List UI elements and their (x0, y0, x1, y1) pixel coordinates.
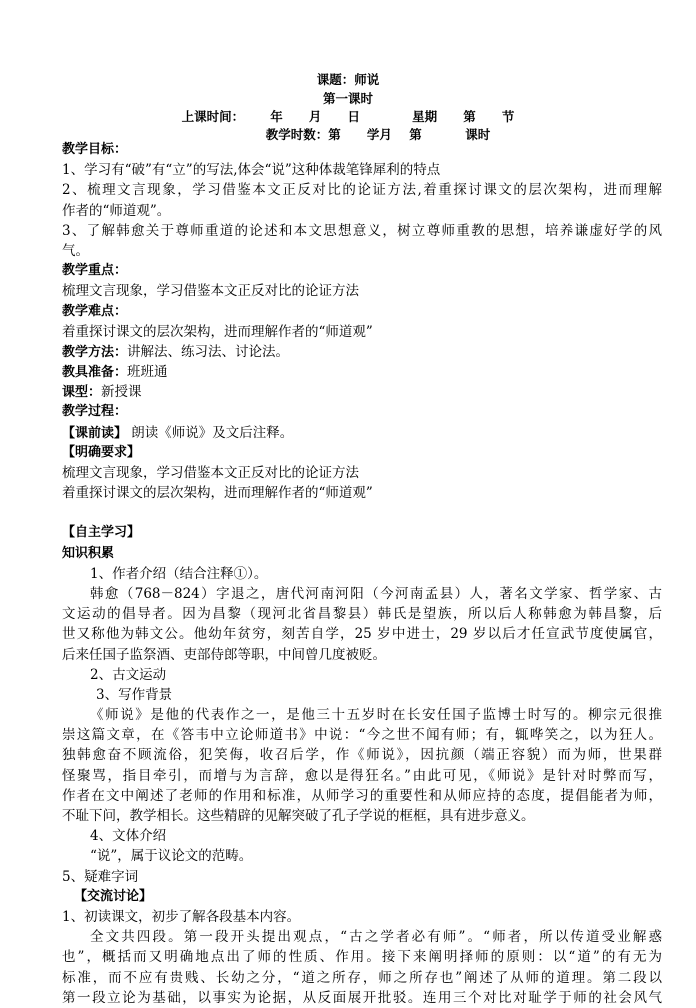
words-title: 5、疑难字词 (62, 868, 139, 885)
requirements-heading: 【明确要求】 (62, 444, 141, 460)
document-body (62, 140, 662, 1008)
method-label: 教学方法： (62, 344, 128, 360)
teach-time-line: 教学时数：第 学月 第 课时 (265, 127, 491, 142)
key-point-text: 梳理文言现象，学习借鉴本文正反对比的论证方法 (62, 283, 359, 300)
difficulty-heading: 教学难点： (62, 303, 128, 319)
requirement-1: 梳理文言现象，学习借鉴本文正反对比的论证方法 (62, 465, 359, 481)
author-title: 1、作者介绍（结合注释①）。 (90, 565, 268, 582)
difficulty-text: 着重探讨课文的层次架构，进而理解作者的“师道观” (62, 323, 373, 340)
background-line-1: 《师说》是他的代表作之一，是他三十五岁时在长安任国子监博士时写的。柳宗元很推 (90, 707, 662, 724)
tools-label: 教具准备： (62, 365, 128, 381)
discussion-line-3: 标准，而不应有贵贱、长幼之分，“道之所存，师之所存也”阐述了从师的道理。第二段以 (62, 969, 662, 986)
genre-title: 4、文体介绍 (90, 828, 167, 845)
tools-text: 班班通 (127, 364, 168, 381)
lesson-type-label: 课型： (62, 385, 102, 401)
goals-heading: 教学目标： (62, 142, 128, 157)
discussion-line-4: 第一段立论为基础，以事实为论据，从反面展开批驳。连用三个对比对耻学于师的社会风气 (62, 989, 662, 1006)
movement-title: 2、古文运动 (90, 666, 167, 683)
preread-line (62, 423, 662, 443)
key-point-heading: 教学重点： (62, 263, 128, 279)
tools-line (62, 362, 662, 382)
author-para-line-3: 世又称他为韩文公。他幼年贫穷，刻苦自学，25 岁中进士，29 岁以后才任宣武节度使属官， (62, 626, 662, 643)
goal-2-line-1: 2、梳理文言现象，学习借鉴本文正反对比的论证方法,着重探讨课文的层次架构，进而理解 (62, 182, 662, 199)
method-text: 讲解法、练习法、讨论法。 (127, 343, 290, 360)
author-para-line-1: 韩愈（768－824）字退之，唐代河南河阳（今河南孟县）人，著名文学家、哲学家、古 (90, 585, 662, 602)
background-line-5: 作者在文中阐述了老师的作用和标准，从师学习的重要性和从师应持的态度，提倡能者为师， (62, 787, 662, 804)
author-para-line-2: 文运动的倡导者。因为昌黎（现河北省昌黎县）韩氏是望族，所以后人称韩愈为韩昌黎，后 (62, 606, 662, 623)
lesson-title: 课题：师说 (316, 72, 380, 87)
author-para-line-4: 后来任国子监祭酒、吏部侍郎等职，中间曾几度被贬。 (62, 646, 386, 663)
knowledge-heading: 知识积累 (62, 545, 115, 561)
discussion-q1: 1、初读课文，初步了解各段基本内容。 (62, 908, 301, 925)
self-study-heading: 【自主学习】 (62, 525, 141, 541)
background-line-4: 怪聚骂，指目牵引，而增与为言辞，愈以是得狂名。”由此可见，《师说》是针对时弊而写， (62, 767, 662, 784)
background-line-6: 不耻下问，教学相长。这些精辟的见解突破了孔子学说的框框，具有进步意义。 (62, 808, 535, 824)
discussion-line-1: 全文共四段。第一段开头提出观点，“古之学者必有师”。“师者，所以传道受业解惑 (90, 929, 662, 946)
background-line-2: 崇这篇文章，在《答韦中立论师道书》中说：“今之世不闻有师；有，辄哗笑之，以为狂人。 (62, 727, 662, 744)
lesson-period: 第一课时 (322, 91, 373, 106)
method-line (62, 342, 662, 362)
spacer (62, 503, 662, 523)
goal-3-line-1: 3、了解韩愈关于尊师重道的论述和本文思想意义，树立尊师重教的思想，培养谦虚好学的风 (62, 222, 662, 239)
process-heading: 教学过程： (62, 404, 128, 420)
goal-3-line-2: 气。 (62, 242, 89, 259)
genre-text: “说”，属于议论文的范畴。 (90, 848, 253, 865)
preread-label: 【课前读】 (62, 425, 128, 441)
background-line-3: 独韩愈奋不顾流俗，犯笑侮，收召后学，作《师说》，因抗颜（端正容貌）而为师，世果群 (62, 747, 662, 764)
goal-1: 1、学习有“破”有“立”的写法,体会“说”这种体裁笔锋犀利的特点 (62, 162, 441, 179)
background-title: 3、写作背景 (96, 686, 173, 703)
lesson-type-text: 新授课 (101, 384, 142, 401)
class-time-line: 上课时间： 年 月 日 星期 第 节 (181, 109, 515, 124)
requirement-2: 着重探讨课文的层次架构，进而理解作者的“师道观” (62, 485, 373, 502)
goal-2-line-2: 作者的“师道观”。 (62, 202, 171, 219)
discussion-line-2: 也”，概括而又明确地点出了师的性质、作用。接下来阐明择师的原则：以“道”的有无为 (62, 949, 662, 966)
preread-text: 朗读《师说》及文后注释。 (127, 424, 294, 441)
discussion-heading: 【交流讨论】 (74, 888, 153, 904)
lesson-type-line (62, 382, 662, 402)
